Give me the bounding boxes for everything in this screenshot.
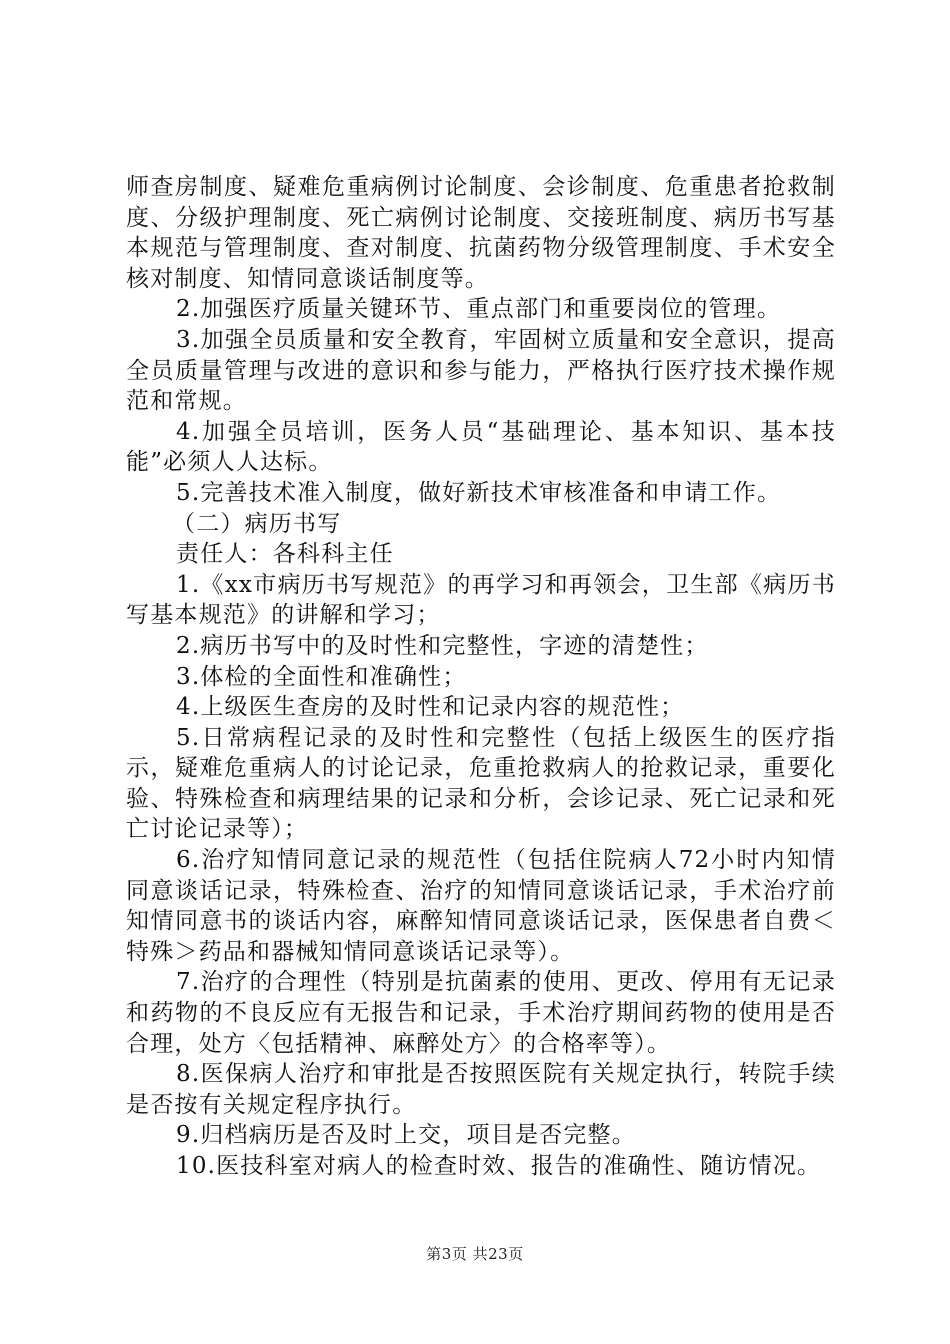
document-body (126, 172, 836, 1182)
paragraph-record-10: 10.医技科室对病人的检查时效、报告的准确性、随访情况。 (176, 1153, 822, 1179)
paragraph-record-7: 7.治疗的合理性（特别是抗菌素的使用、更改、停用有无记录和药物的不良反应有无报告和记录，手术治疗期间药物的使用是否合理，处方〈包括精神、麻醉处方〉的合格率等）。 (126, 969, 836, 1057)
paragraph-item-5: 5.完善技术准入制度，做好新技术审核准备和申请工作。 (176, 479, 782, 506)
paragraph-record-9: 9.归档病历是否及时上交，项目是否完整。 (176, 1122, 636, 1149)
page-number-footer: 第3页 共23页 (426, 1245, 524, 1263)
responsible-person: 责任人：各科科主任 (176, 541, 394, 568)
paragraph-record-5: 5.日常病程记录的及时性和完整性（包括上级医生的医疗指示，疑难危重病人的讨论记录，危重抢救病人的抢救记录，重要化验、特殊检查和病理结果的记录和分析，会诊记录、死亡记录和死亡讨论记录等）； (126, 724, 836, 843)
paragraph-item-2: 2.加强医疗质量关键环节、重点部门和重要岗位的管理。 (176, 296, 782, 323)
paragraph-continuation: 师查房制度、疑难危重病例讨论制度、会诊制度、危重患者抢救制度、分级护理制度、死亡病例讨论制度、交接班制度、病历书写基本规范与管理制度、查对制度、抗菌药物分级管理制度、手术安全核对制度、知情同意谈话制度等。 (126, 174, 836, 292)
paragraph-record-1: 1.《xx市病历书写规范》的再学习和再领会，卫生部《病历书写基本规范》的讲解和学习； (126, 571, 836, 629)
paragraph-record-6: 6.治疗知情同意记录的规范性（包括住院病人72小时内知情同意谈话记录，特殊检查、治疗的知情同意谈话记录，手术治疗前知情同意书的谈话内容，麻醉知情同意谈话记录，医保患者自费＜特殊＞药品和器械知情同意谈话记录等）。 (126, 847, 836, 965)
paragraph-item-4: 4.加强全员培训，医务人员“基础理论、基本知识、基本技能”必须人人达标。 (126, 418, 836, 476)
paragraph-item-3: 3.加强全员质量和安全教育，牢固树立质量和安全意识，提高全员质量管理与改进的意识和参与能力，严格执行医疗技术操作规范和常规。 (126, 326, 836, 415)
paragraph-record-4: 4.上级医生查房的及时性和记录内容的规范性； (176, 694, 685, 721)
section-heading: （二）病历书写 (172, 510, 342, 537)
paragraph-record-2: 2.病历书写中的及时性和完整性，字迹的清楚性； (176, 632, 709, 659)
paragraph-record-8: 8.医保病人治疗和审批是否按照医院有关规定执行，转院手续是否按有关规定程序执行。 (126, 1061, 836, 1118)
paragraph-record-3: 3.体检的全面性和准确性； (176, 663, 467, 690)
